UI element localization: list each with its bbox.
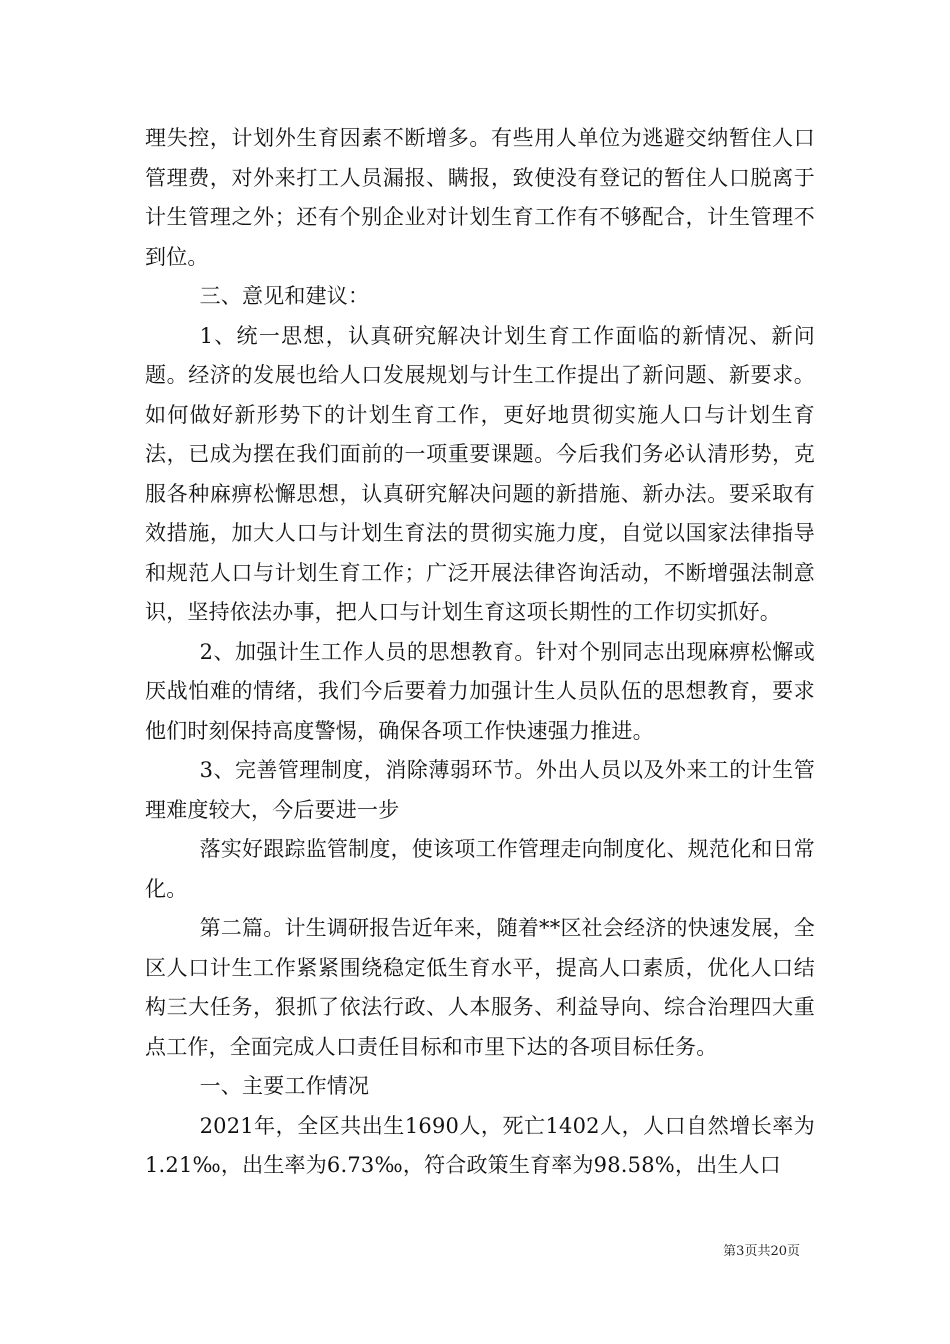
section-heading-work-status: 一、主要工作情况 xyxy=(199,1074,370,1098)
section-heading-suggestions: 三、意见和建议： xyxy=(199,284,370,308)
paragraph: 落实好跟踪监管制度，使该项工作管理走向制度化、规范化和日常化。 xyxy=(145,837,815,901)
paragraph: 2、加强计生工作人员的思想教育。针对个别同志出现麻痹松懈或厌战怕难的情绪，我们今后要着力加强计生人员队伍的思想教育，要求他们时刻保持高度警惕，确保各项工作快速强力推进。 xyxy=(145,639,815,743)
paragraph: 第二篇。计生调研报告近年来，随着**区社会经济的快速发展，全区人口计生工作紧紧围绕稳定低生育水平，提高人口素质，优化人口结构三大任务，狠抓了依法行政、人本服务、利益导向、综合治理四大重点工作，全面完成人口责任目标和市里下达的各项目标任务。 xyxy=(145,916,815,1059)
page-number: 第3页共20页 xyxy=(723,1244,800,1259)
paragraph: 理失控，计划外生育因素不断增多。有些用人单位为逃避交纳暂住人口管理费，对外来打工人员漏报、瞒报，致使没有登记的暂住人口脱离于计生管理之外；还有个别企业对计划生育工作有不够配合，计生管理不到位。 xyxy=(145,126,815,269)
body-text xyxy=(145,119,815,1186)
paragraph: 3、完善管理制度，消除薄弱环节。外出人员以及外来工的计生管理难度较大，今后要进一步 xyxy=(145,758,815,822)
paragraph: 2021年，全区共出生1690人，死亡1402人，人口自然增长率为1.21‰，出生率为6.73‰，符合政策生育率为98.58%，出生人口 xyxy=(145,1113,815,1177)
paragraph: 1、统一思想，认真研究解决计划生育工作面临的新情况、新问题。经济的发展也给人口发展规划与计生工作提出了新问题、新要求。如何做好新形势下的计划生育工作，更好地贯彻实施人口与计划生育法，已成为摆在我们面前的一项重要课题。今后我们务必认清形势，克服各种麻痹松懈思想，认真研究解决问题的新措施、新办法。要采取有效措施，加大人口与计划生育法的贯彻实施力度，自觉以国家法律指导和规范人口与计划生育工作；广泛开展法律咨询活动，不断增强法制意识，坚持依法办事，把人口与计划生育这项长期性的工作切实抓好。 xyxy=(145,323,815,624)
